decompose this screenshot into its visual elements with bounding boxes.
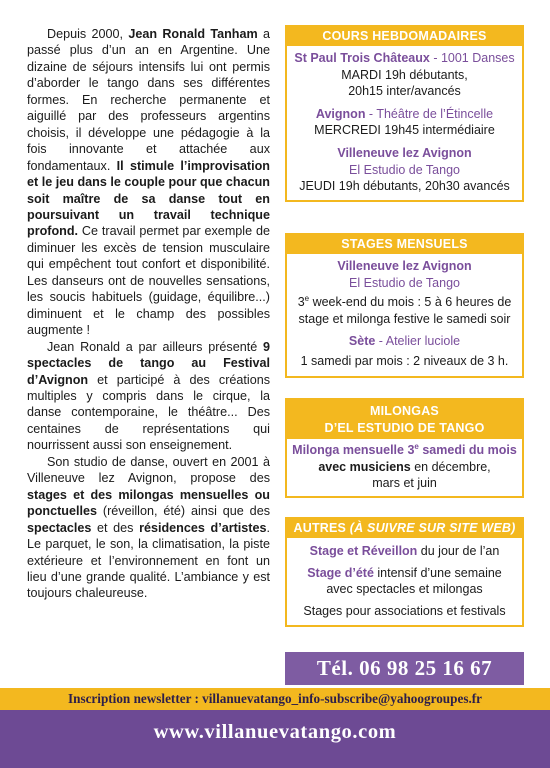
course-place: Avignon [315, 106, 366, 121]
milonga-monthly [287, 442, 522, 459]
ordinal-suffix: e [414, 441, 419, 451]
intro-text-span: et des [91, 520, 140, 535]
milongas-title [287, 400, 522, 439]
course-location-2 [287, 106, 522, 123]
milonga-highlight: avec musiciens [318, 459, 411, 474]
course-place: St Paul Trois Châteaux [294, 51, 430, 65]
weekly-courses-body [287, 46, 522, 200]
intro-highlight: résidences d’artistes [139, 520, 267, 535]
others-title-main: AUTRES [293, 521, 347, 535]
intro-highlight: 9 spectacles de tango au Festival d’Avignon [27, 339, 270, 387]
others-title [287, 519, 522, 538]
others-text: avec spectacles et milongas [326, 582, 483, 597]
intro-paragraph-2 [27, 339, 270, 454]
milongas-body [287, 439, 522, 496]
intro-text-span: a passé plus d’un an en Argentine. Une dizaine de séjours intensifs lui ont permis d’aborder le tango dans ses différentes formes. En recherche permanente et aiguillé par des professeurs argentins choisis, il développe une pédagogie à la fois innovante et attachée aux fondamentaux. [27, 27, 270, 173]
workshop-venue: El Estudio de Tango [349, 275, 460, 290]
intro-text-span: . Le parquet, le son, la climatisation, la piste extérieure et l’environnement en font un lieu d’une grande qualité. L’ambiance y est toujours chaleureuse. [27, 520, 270, 601]
milongas-box [285, 398, 524, 498]
website-link[interactable]: www.villanuevatango.com [153, 721, 397, 743]
workshop-location-2 [287, 333, 522, 350]
course-schedule: 20h15 inter/avancés [348, 84, 461, 99]
website-bar [0, 710, 550, 768]
milongas-title-line: MILONGAS [370, 404, 439, 418]
ordinal-suffix: e [304, 294, 310, 304]
intro-text-span: et participé à des créations multiples y compris dans le cirque, la danse contemporaine, le théâtre... Des centaines de représentations qui nourrissent aussi son enseignement. [27, 372, 270, 453]
intro-paragraph-3 [27, 454, 270, 602]
weekly-courses-box [285, 25, 524, 202]
course-location-1 [287, 50, 522, 67]
phone-number[interactable]: Tél. 06 98 25 16 67 [285, 652, 524, 685]
intro-text-span: Ce travail permet par exemple de diminuer les excès de tension musculaire qui empêchent tout confort et disponibilité. Les danseurs ont de nouvelles sensations, les soucis habituels (guidage, équilibre...) diminuent et le champ des possibles augmente ! [27, 224, 270, 338]
intro-text [27, 26, 270, 602]
course-venue: - 1001 Danses [429, 51, 515, 65]
milonga-text: en décembre, [410, 459, 491, 474]
monthly-workshops-body [287, 254, 522, 376]
teacher-name: Jean Ronald Tanham [128, 27, 258, 41]
workshop-schedule [287, 294, 522, 311]
monthly-workshops-box [285, 233, 524, 378]
workshop-schedule: 1 samedi par mois : 2 niveaux de 3 h. [300, 353, 509, 368]
intro-highlight: Il stimule l’improvisation et le jeu dans le couple pour que chacun soit maître de sa danse tout en poursuivant un travail technique profond. [27, 158, 270, 239]
course-schedule: MARDI 19h débutants, [341, 67, 468, 82]
others-item-3: Stages pour associations et festivals [303, 603, 506, 618]
milonga-musicians [287, 459, 522, 476]
milongas-title-line: D’EL ESTUDIO DE TANGO [324, 421, 485, 435]
intro-paragraph-1 [27, 26, 270, 339]
others-box [285, 517, 524, 627]
intro-highlight: spectacles [27, 520, 92, 535]
monthly-workshops-title: STAGES MENSUELS [287, 235, 522, 254]
newsletter-bar[interactable]: Inscription newsletter : villanuevatango_info-subscribe@yahoogroupes.fr [0, 688, 550, 710]
intro-highlight: stages et des milongas mensuelles ou ponctuelles [27, 487, 270, 519]
intro-text-span: Jean Ronald a par ailleurs présenté [47, 339, 263, 354]
others-text: intensif d’une semaine [373, 565, 502, 580]
workshop-place: Villeneuve lez Avignon [337, 259, 472, 273]
others-highlight: Stage d’été [307, 565, 374, 580]
workshop-schedule: stage et milonga festive le samedi soir [298, 311, 511, 326]
course-place: Villeneuve lez Avignon [337, 145, 472, 160]
course-schedule: JEUDI 19h débutants, 20h30 avancés [299, 179, 510, 194]
course-venue: - Théâtre de l’Étincelle [365, 106, 494, 121]
weekly-courses-title: COURS HEBDOMADAIRES [287, 27, 522, 46]
workshop-number: 3 [297, 295, 305, 310]
intro-text-span: (réveillon, été) ainsi que des [96, 504, 270, 519]
others-item-2 [287, 565, 522, 582]
milonga-text: samedi du mois [418, 443, 517, 457]
workshop-venue: - Atelier luciole [375, 334, 461, 349]
others-item-1 [287, 543, 522, 560]
others-highlight: Stage et Réveillon [309, 544, 418, 558]
intro-text-span: Depuis 2000, [47, 27, 129, 41]
course-schedule: MERCREDI 19h45 intermédiaire [314, 123, 495, 138]
workshop-place: Sète [348, 334, 376, 349]
course-venue: El Estudio de Tango [349, 162, 460, 177]
milonga-months: mars et juin [372, 476, 437, 491]
others-text: du jour de l’an [417, 544, 500, 558]
others-body [287, 538, 522, 625]
milonga-text: Milonga mensuelle 3 [292, 443, 415, 457]
others-title-note: (À SUIVRE SUR SITE WEB) [346, 521, 516, 535]
intro-text-span: Son studio de danse, ouvert en 2001 à Villeneuve lez Avignon, propose des [27, 454, 270, 486]
workshop-text: week-end du mois : 5 à 6 heures de [309, 295, 512, 310]
